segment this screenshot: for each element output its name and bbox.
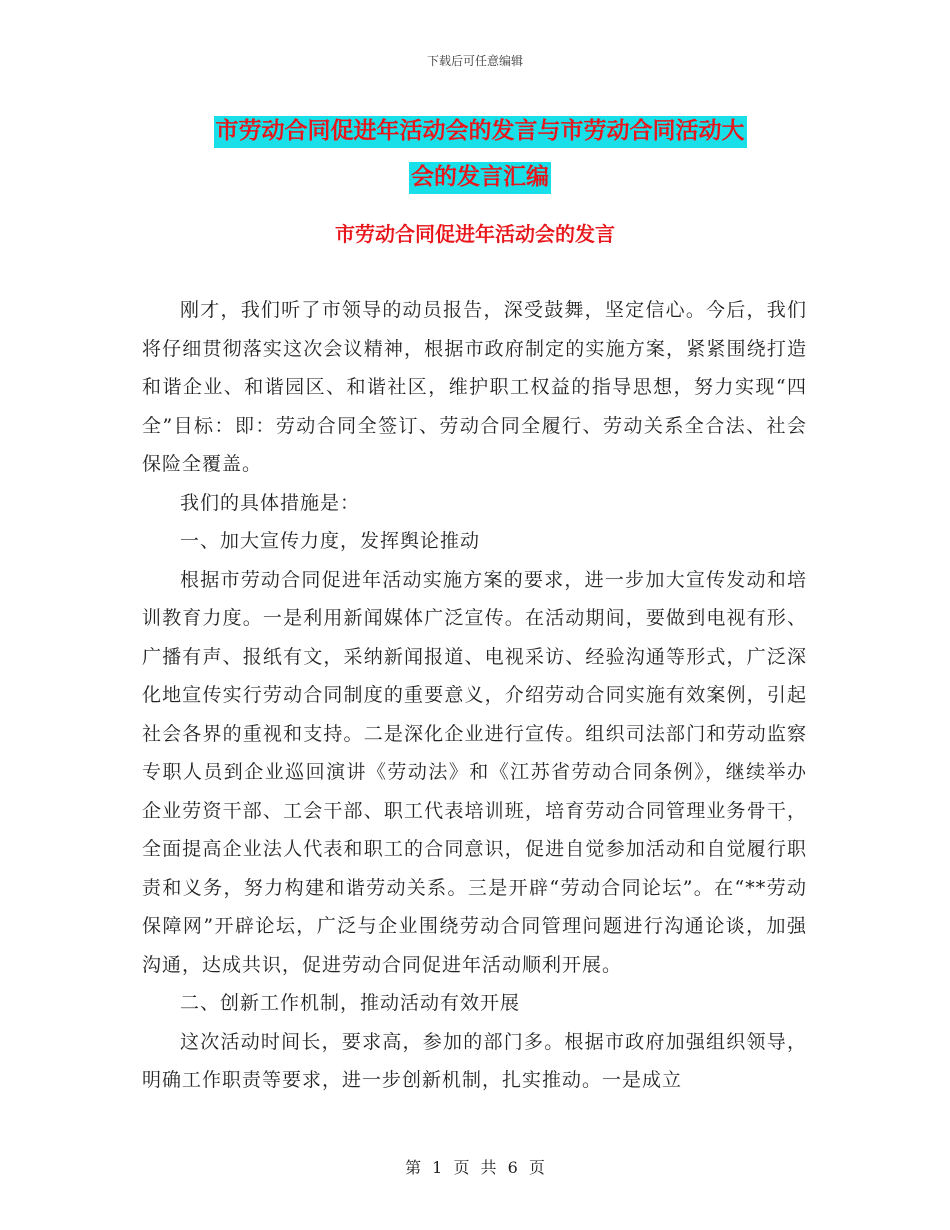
- document-title: [140, 108, 820, 200]
- paragraph: 刚才，我们听了市领导的动员报告，深受鼓舞，坚定信心。今后，我们将仔细贯彻落实这次会议精神，根据市政府制定的实施方案，紧紧围绕打造和谐企业、和谐园区、和谐社区，维护职工权益的指导思想，努力实现“四全”目标：即：劳动合同全签订、劳动合同全履行、劳动关系全合法、社会保险全覆盖。: [142, 299, 807, 475]
- paragraph: 我们的具体措施是：: [180, 491, 361, 514]
- section-title: 市劳动合同促进年活动会的发言: [335, 222, 615, 246]
- subheading: 二、创新工作机制，推动活动有效开展: [180, 992, 521, 1014]
- subheading: 一、加大宣传力度，发挥舆论推动: [180, 530, 481, 552]
- page-number: 第 1 页 共 6 页: [405, 1158, 545, 1177]
- title-line-2: 会的发言汇编: [409, 162, 551, 194]
- title-line-1: 市劳动合同促进年活动会的发言与市劳动合同活动大: [214, 116, 747, 148]
- document-body: [142, 291, 807, 1100]
- paragraph: 这次活动时间长，要求高，参加的部门多。根据市政府加强组织领导，明确工作职责等要求，进一步创新机制，扎实推动。一是成立: [142, 1030, 807, 1091]
- header-note: 下载后可任意编辑: [426, 54, 523, 68]
- paragraph: 根据市劳动合同促进年活动实施方案的要求，进一步加大宣传发动和培训教育力度。一是利用新闻媒体广泛宣传。在活动期间，要做到电视有形、广播有声、报纸有文，采纳新闻报道、电视采访、经验沟通等形式，广泛深化地宣传实行劳动合同制度的重要意义，介绍劳动合同实施有效案例，引起社会各界的重视和支持。二是深化企业进行宣传。组织司法部门和劳动监察专职人员到企业巡回演讲《劳动法》和《江苏省劳动合同条例》，继续举办企业劳资干部、工会干部、职工代表培训班，培育劳动合同管理业务骨干，全面提高企业法人代表和职工的合同意识，促进自觉参加活动和自觉履行职责和义务，努力构建和谐劳动关系。三是开辟“劳动合同论坛”。在“**劳动保障网”开辟论坛，广泛与企业围绕劳动合同管理问题进行沟通论谈，加强沟通，达成共识，促进劳动合同促进年活动顺利开展。: [142, 568, 807, 976]
